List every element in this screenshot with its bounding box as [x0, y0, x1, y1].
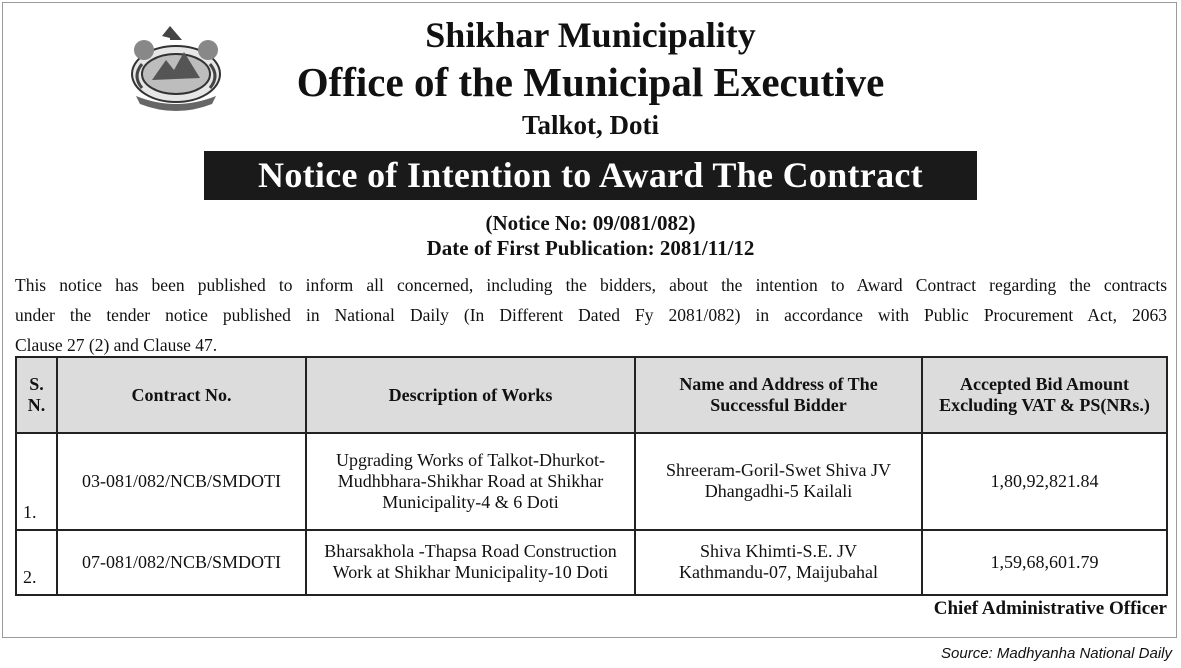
row-contract-no: 03-081/082/NCB/SMDOTI [57, 433, 306, 530]
notice-number: (Notice No: 09/081/082) [485, 211, 696, 235]
header-contract-no: Contract No. [57, 357, 306, 433]
intro-line-2: under the tender notice published in National Daily (In Different Dated Fy 2081/082) in accordance with Public Procurement Act, 2063 [15, 305, 1167, 325]
intro-line-1: This notice has been published to inform all concerned, including the bidders, about the intention to Award Contract regarding the contracts [15, 275, 1167, 295]
row-sn: 1. [16, 433, 57, 530]
contract-award-table [15, 356, 1168, 596]
office-title: Office of the Municipal Executive [296, 59, 885, 105]
table-row [16, 433, 1167, 530]
row-bidder [635, 433, 922, 530]
header-description: Description of Works [306, 357, 635, 433]
bidder-address: Dhangadhi-5 Kailali [704, 481, 853, 502]
header-sn: S. N. [16, 357, 57, 433]
row-contract-no: 07-081/082/NCB/SMDOTI [57, 530, 306, 595]
municipality-name: Shikhar Municipality [425, 15, 756, 55]
bidder-address: Kathmandu-07, Maijubahal [679, 562, 878, 583]
bidder-name: Shreeram-Goril-Swet Shiva JV [666, 460, 891, 481]
signatory-title: Chief Administrative Officer [933, 598, 1167, 619]
header-amount: Accepted Bid Amount Excluding VAT & PS(NRs.) [922, 357, 1167, 433]
row-description: Upgrading Works of Talkot-Dhurkot-Mudhbhara-Shikhar Road at Shikhar Municipality-4 & 6 Doti [306, 433, 635, 530]
source-credit: Source: Madhyanha National Daily [941, 645, 1172, 662]
row-sn: 2. [16, 530, 57, 595]
bidder-name: Shiva Khimti-S.E. JV [699, 541, 857, 562]
notice-title-banner: Notice of Intention to Award The Contract [204, 151, 977, 200]
publication-date: Date of First Publication: 2081/11/12 [426, 236, 755, 260]
intro-line-3: Clause 27 (2) and Clause 47. [15, 335, 218, 355]
table-row [16, 530, 1167, 595]
table-header-row [16, 357, 1167, 433]
row-description: Bharsakhola -Thapsa Road Construction Work at Shikhar Municipality-10 Doti [306, 530, 635, 595]
row-amount: 1,80,92,821.84 [922, 433, 1167, 530]
office-location: Talkot, Doti [521, 110, 660, 140]
header-bidder: Name and Address of The Successful Bidder [635, 357, 922, 433]
intro-paragraph [15, 270, 1167, 360]
row-amount: 1,59,68,601.79 [922, 530, 1167, 595]
row-bidder [635, 530, 922, 595]
